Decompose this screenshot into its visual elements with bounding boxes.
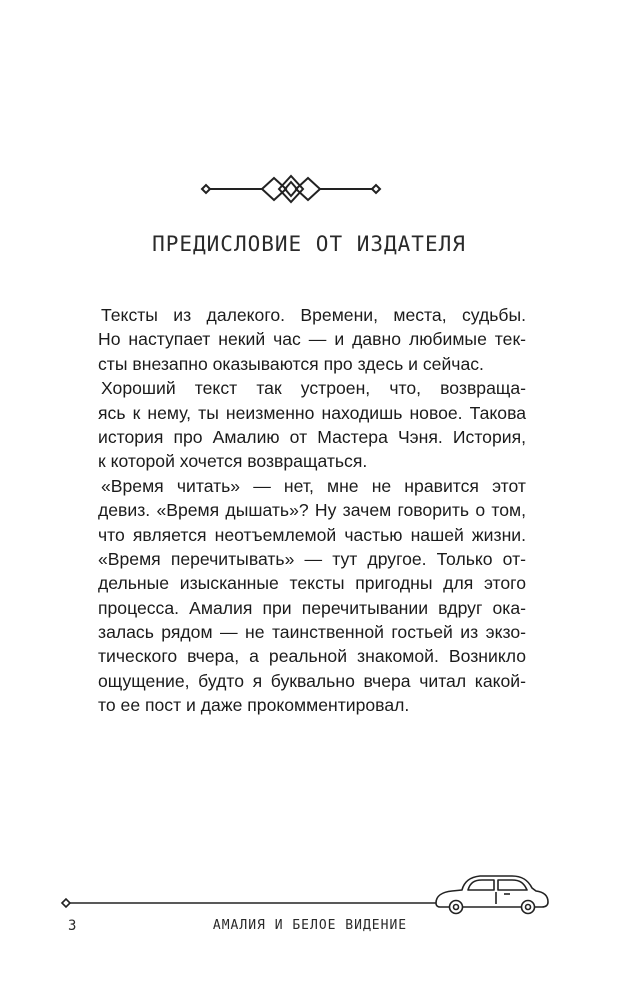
text-line: тического вчера, а реальной знакомой. Возникло bbox=[98, 646, 526, 667]
text-line: Тексты из далекого. Времени, места, судьбы. bbox=[101, 305, 526, 325]
text-line: дельные изысканные тексты пригодны для этого bbox=[98, 573, 526, 594]
text-line: Хороший текст так устроен, что, возвраща- bbox=[101, 378, 526, 399]
text-line: что является неотъемлемой частью нашей жизни. bbox=[98, 524, 526, 545]
vintage-car-icon bbox=[436, 876, 548, 914]
running-title: АМАЛИЯ И БЕЛОЕ ВИДЕНИЕ bbox=[212, 918, 408, 933]
diamond-divider-ornament-icon bbox=[196, 170, 386, 208]
text-line: к которой хочется возвращаться. bbox=[98, 451, 368, 472]
text-line: «Время читать» — нет, мне не нравится этот bbox=[101, 475, 526, 496]
text-line: залась рядом — не таинственной гостьей из экзо- bbox=[98, 622, 526, 643]
text-line: «Время перечитывать» — тут другое. Только от- bbox=[98, 548, 526, 569]
footer-rule-with-car bbox=[60, 870, 550, 922]
text-line: Но наступает некий час — и давно любимые тек- bbox=[98, 329, 526, 350]
text-line: процесса. Амалия при перечитывании вдруг ока- bbox=[98, 597, 526, 618]
page-number: 3 bbox=[68, 918, 77, 934]
text-line: то ее пост и даже прокомментировал. bbox=[98, 695, 410, 716]
text-line: ощущение, будто я буквально вчера читал какой- bbox=[98, 670, 526, 691]
body-text bbox=[98, 303, 526, 718]
text-line: ясь к нему, ты неизменно находишь новое. Такова bbox=[98, 402, 526, 423]
text-line: сты внезапно оказываются про здесь и сейчас. bbox=[98, 353, 484, 374]
chapter-title: ПРЕДИСЛОВИЕ ОТ ИЗДАТЕЛЯ bbox=[152, 232, 466, 256]
text-line: история про Амалию от Мастера Чэня. История, bbox=[98, 426, 526, 447]
text-line: девиз. «Время дышать»? Ну зачем говорить о том, bbox=[98, 500, 526, 521]
